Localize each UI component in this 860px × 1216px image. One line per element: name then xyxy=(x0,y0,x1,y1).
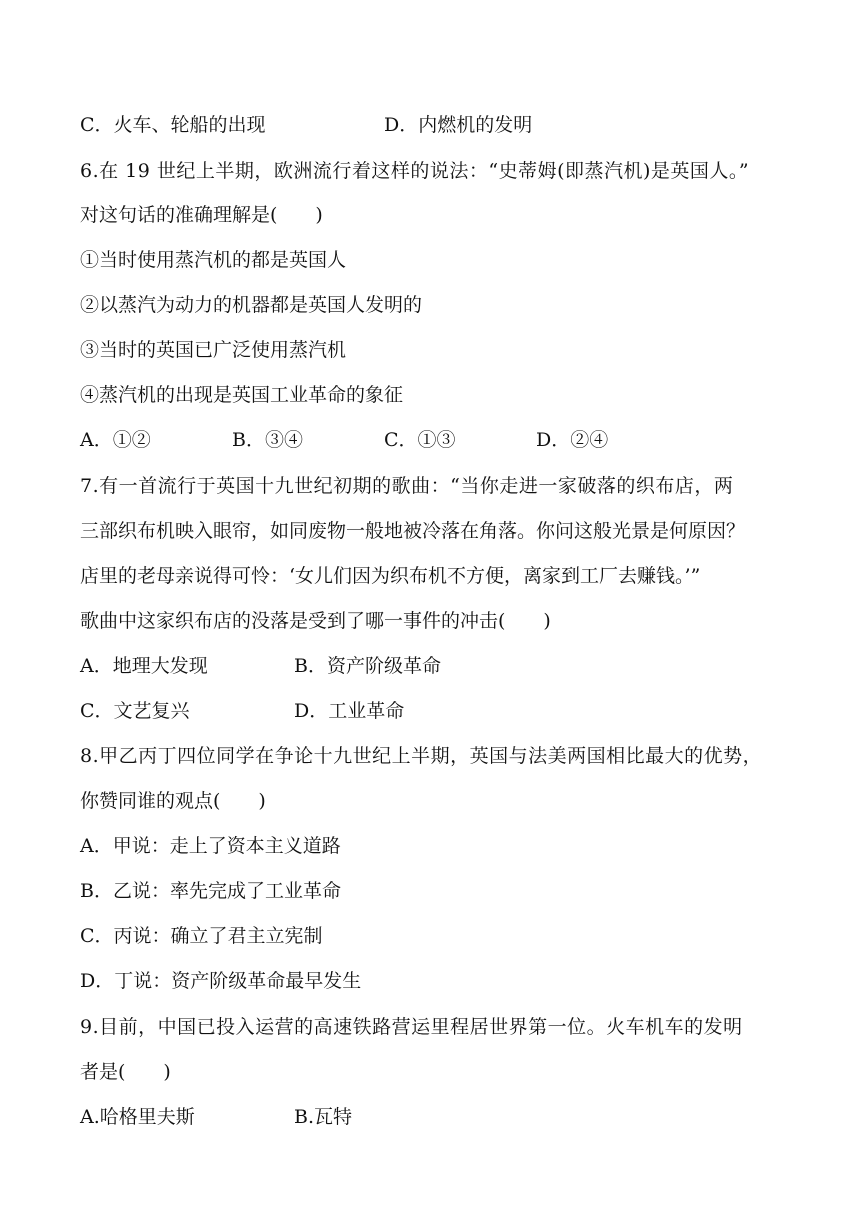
prev-option-d: D．内燃机的发明 xyxy=(384,114,533,136)
q6-option-b: B．③④ xyxy=(232,429,303,451)
q6-statement-1: ①当时使用蒸汽机的都是英国人 xyxy=(80,249,347,271)
q9-option-b: B.瓦特 xyxy=(294,1106,353,1128)
q8-option-c: C．丙说：确立了君主立宪制 xyxy=(80,925,323,947)
q6-stem-line1: 6.在 19 世纪上半期，欧洲流行着这样的说法：“史蒂姆(即蒸汽机)是英国人。” xyxy=(80,160,750,182)
q8-option-b: B．乙说：率先完成了工业革命 xyxy=(80,880,341,902)
q9-stem-line1: 9.目前，中国已投入运营的高速铁路营运里程居世界第一位。火车机车的发明 xyxy=(80,1016,743,1038)
q7-stem-line3: 店里的老母亲说得可怜：‘女儿们因为织布机不方便，离家到工厂去赚钱。’” xyxy=(80,565,701,587)
q8-option-a: A．甲说：走上了资本主义道路 xyxy=(80,835,341,857)
q6-statement-2: ②以蒸汽为动力的机器都是英国人发明的 xyxy=(80,294,423,316)
q7-option-b: B．资产阶级革命 xyxy=(294,655,441,677)
q6-option-a: A．①② xyxy=(80,429,151,451)
q9-option-a: A.哈格里夫斯 xyxy=(80,1106,195,1128)
q7-option-c: C．文艺复兴 xyxy=(80,700,190,722)
q9-stem-line2: 者是( ) xyxy=(80,1061,171,1083)
q6-stem-line2: 对这句话的准确理解是( ) xyxy=(80,204,323,226)
q6-option-c: C．①③ xyxy=(384,429,456,451)
q6-statement-4: ④蒸汽机的出现是英国工业革命的象征 xyxy=(80,384,404,406)
q7-option-d: D．工业革命 xyxy=(294,700,405,722)
q7-option-a: A．地理大发现 xyxy=(80,655,208,677)
q8-stem-line2: 你赞同谁的观点( ) xyxy=(80,790,266,812)
q6-statement-3: ③当时的英国已广泛使用蒸汽机 xyxy=(80,339,347,361)
prev-option-c: C．火车、轮船的出现 xyxy=(80,114,266,136)
q7-stem-line1: 7.有一首流行于英国十九世纪初期的歌曲：“当你走进一家破落的织布店，两 xyxy=(80,475,734,497)
q7-stem-line4: 歌曲中这家织布店的没落是受到了哪一事件的冲击( ) xyxy=(80,610,551,632)
q6-option-d: D．②④ xyxy=(536,429,609,451)
q8-option-d: D．丁说：资产阶级革命最早发生 xyxy=(80,970,362,992)
q8-stem-line1: 8.甲乙丙丁四位同学在争论十九世纪上半期，英国与法美两国相比最大的优势， xyxy=(80,745,763,767)
q7-stem-line2: 三部织布机映入眼帘，如同废物一般地被冷落在角落。你问这般光景是何原因？ xyxy=(80,520,746,542)
